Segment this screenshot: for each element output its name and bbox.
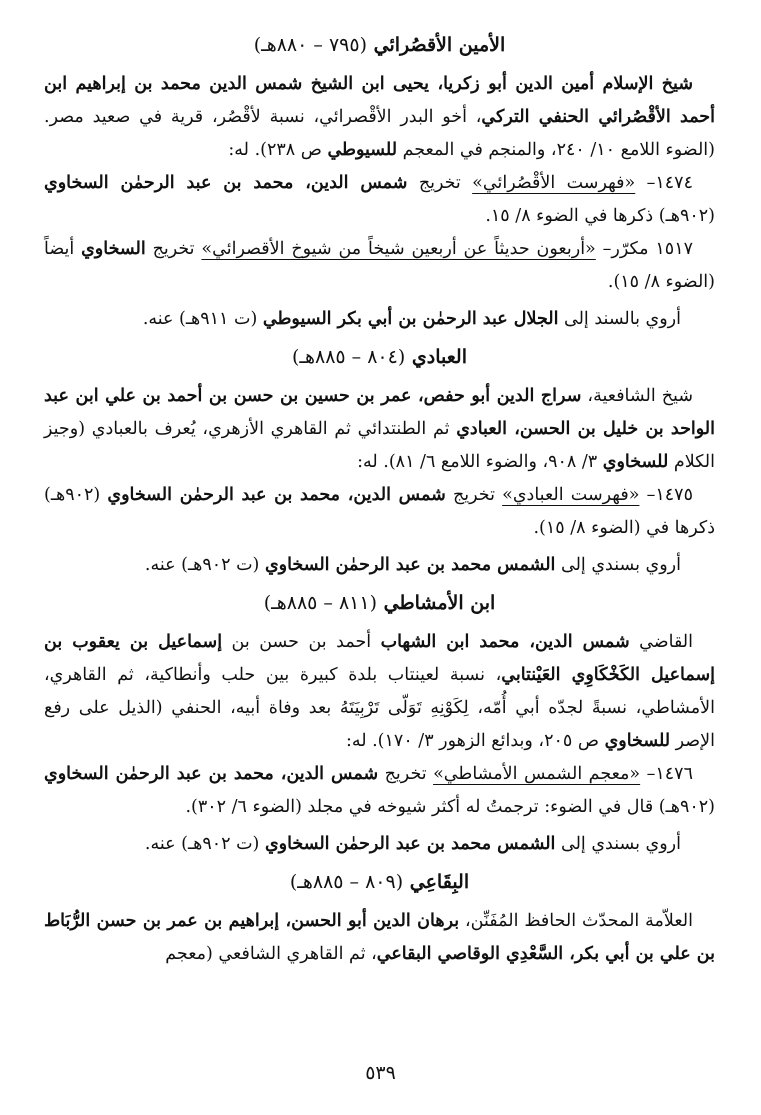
- chain-bold: الجلال عبد الرحمٰن بن أبي بكر السيوطي: [262, 309, 559, 329]
- section-heading: [44, 867, 715, 897]
- chain-text: (ت ٩٠٢هـ) عنه.: [144, 555, 265, 575]
- bio-text: القاضي: [629, 632, 693, 652]
- entry-author: السخاوي: [81, 239, 146, 259]
- bio-bold: برهان الدين أبو الحسن، إبراهيم بن عمر بن حسن الرُّبَاط بن علي بن أبي بكر، السَّعْدِي الوقاصي البقاعي: [44, 911, 715, 964]
- bio-text: ، ثم القاهري الشافعي (معجم: [165, 944, 377, 964]
- entry-title: «أربعون حديثاً عن أربعين شيخاً من شيوخ الأقصرائي»: [201, 239, 596, 259]
- bio-bold: للسخاوي: [602, 452, 669, 472]
- bio-bold: للسيوطي: [327, 140, 398, 160]
- chain-text: (ت ٩١١هـ) عنه.: [142, 309, 263, 329]
- entry-text: (٩٠٢هـ) ذكرها في (الضوء ٨/ ١٥).: [44, 485, 715, 538]
- biography-paragraph: [44, 626, 715, 758]
- section-name: العبادي: [411, 346, 467, 368]
- entry-text: تخريج: [407, 173, 473, 193]
- section-name: البِقَاعِي: [409, 871, 470, 893]
- entry-text: (٩٠٢هـ) ذكرها في الضوء ٨/ ١٥.: [485, 206, 715, 226]
- entry-text: تخريج: [445, 485, 503, 505]
- entry-title: «معجم الشمس الأمشاطي»: [433, 764, 641, 784]
- bio-text: العلاّمة المحدّث الحافظ المُفَنِّن،: [459, 911, 693, 931]
- section-dates: (٨٠٤ – ٨٨٥هـ): [292, 346, 406, 368]
- entry-title: «فهرست الأقْصُرائي»: [472, 173, 636, 193]
- bio-bold: سراج الدين أبو حفص، عمر بن حسين بن حسن بن أحمد بن علي ابن عبد الواحد بن خليل بن الحسن، العبادي: [44, 386, 715, 439]
- section-al-biqai: [44, 867, 715, 971]
- entry-text: أيضاً (الضوء ٨/ ١٥).: [44, 239, 715, 292]
- bio-text: شيخ الشافعية،: [581, 386, 693, 406]
- isnad-line: [44, 549, 715, 582]
- catalog-entry: [44, 167, 715, 233]
- chain-bold: الشمس محمد بن عبد الرحمٰن السخاوي: [264, 555, 556, 575]
- section-heading: [44, 30, 715, 60]
- entry-text: تخريج: [145, 239, 202, 259]
- catalog-entry: [44, 758, 715, 824]
- section-dates: (٨١١ – ٨٨٥هـ): [263, 592, 377, 614]
- bio-text: أحمد بن حسن بن: [222, 632, 381, 652]
- biography-paragraph: [44, 905, 715, 971]
- isnad-line: [44, 303, 715, 336]
- bio-text: ص ٢٠٥، وبدائع الزهور ٣/ ١٧٠). له:: [345, 731, 605, 751]
- section-heading: [44, 588, 715, 618]
- entry-author: شمس الدين، محمد بن عبد الرحمٰن السخاوي: [107, 485, 446, 505]
- entry-number: ١٤٧٥–: [639, 485, 693, 505]
- entry-text: تخريج: [378, 764, 434, 784]
- chain-bold: الشمس محمد بن عبد الرحمٰن السخاوي: [264, 834, 556, 854]
- section-dates: (٧٩٥ – ٨٨٠هـ): [253, 34, 367, 56]
- biography-paragraph: [44, 68, 715, 167]
- bio-text: ص ٢٣٨). له:: [228, 140, 328, 160]
- entry-number: ١٤٧٦–: [640, 764, 693, 784]
- bio-bold: للسخاوي: [604, 731, 671, 751]
- section-al-aqsuraei: [44, 30, 715, 336]
- section-ibn-al-amshati: [44, 588, 715, 861]
- entry-number: ١٥١٧ مكرّر–: [595, 239, 693, 259]
- isnad-line: [44, 828, 715, 861]
- section-name: الأمين الأقصُرائي: [373, 34, 506, 56]
- section-dates: (٨٠٩ – ٨٨٥هـ): [289, 871, 404, 893]
- catalog-entry: [44, 233, 715, 299]
- entry-title: «فهرست العبادي»: [502, 485, 640, 505]
- bio-bold: إسماعيل بن يعقوب بن إسماعيل الكَخْكَاوِي العَيْنتابي: [44, 632, 716, 685]
- entry-author: شمس الدين، محمد بن عبد الرحمٰن السخاوي: [44, 173, 408, 193]
- bio-text: ، أخو البدر الأقْصرائي، نسبة لأقْصُر، قرية في صعيد مصر. (الضوء اللامع ١٠/ ٢٤٠، والمنجم في المعجم: [44, 107, 715, 160]
- chain-text: (ت ٩٠٢هـ) عنه.: [144, 834, 265, 854]
- catalog-entry: [44, 479, 715, 545]
- biography-paragraph: [44, 380, 715, 479]
- entry-text: (٩٠٢هـ) قال في الضوء: ترجمتُ له أكثر شيوخه في مجلد (الضوء ٦/ ٣٠٢).: [185, 797, 715, 817]
- section-name: ابن الأمشاطي: [383, 592, 496, 614]
- chain-text: أروي بالسند إلى: [558, 309, 681, 329]
- section-al-abbadi: [44, 342, 715, 582]
- bio-text: ٣/ ٩٠٨، والضوء اللامع ٦/ ٨١). له:: [357, 452, 603, 472]
- entry-author: شمس الدين، محمد بن عبد الرحمٰن السخاوي: [44, 764, 379, 784]
- chain-text: أروي بسندي إلى: [555, 834, 681, 854]
- chain-text: أروي بسندي إلى: [555, 555, 681, 575]
- bio-text: ثم الطنتدائي ثم القاهري الأزهري، يُعرف بالعبادي (وجيز الكلام: [44, 419, 715, 472]
- bio-text: ، نسبة لعينتاب بلدة كبيرة بين حلب وأنطاكية، ثم القاهري، الأمشاطي، نسبةً لجدّه أبي أُمّه، لِكَوْنِهِ تَوَلّى تَرْبِيَتَهُ بعد وفاة أبيه، الحنفي (الذيل على رفع الإصر: [44, 665, 715, 751]
- section-heading: [44, 342, 715, 372]
- bio-bold: شيخ الإسلام أمين الدين أبو زكريا، يحيى ابن الشيخ شمس الدين محمد بن إبراهيم ابن أحمد الأقْصُرائي الحنفي التركي: [44, 74, 715, 127]
- entry-number: ١٤٧٤–: [635, 173, 693, 193]
- bio-bold: شمس الدين، محمد ابن الشهاب: [380, 632, 630, 652]
- page-number: ٥٣٩: [365, 1062, 396, 1084]
